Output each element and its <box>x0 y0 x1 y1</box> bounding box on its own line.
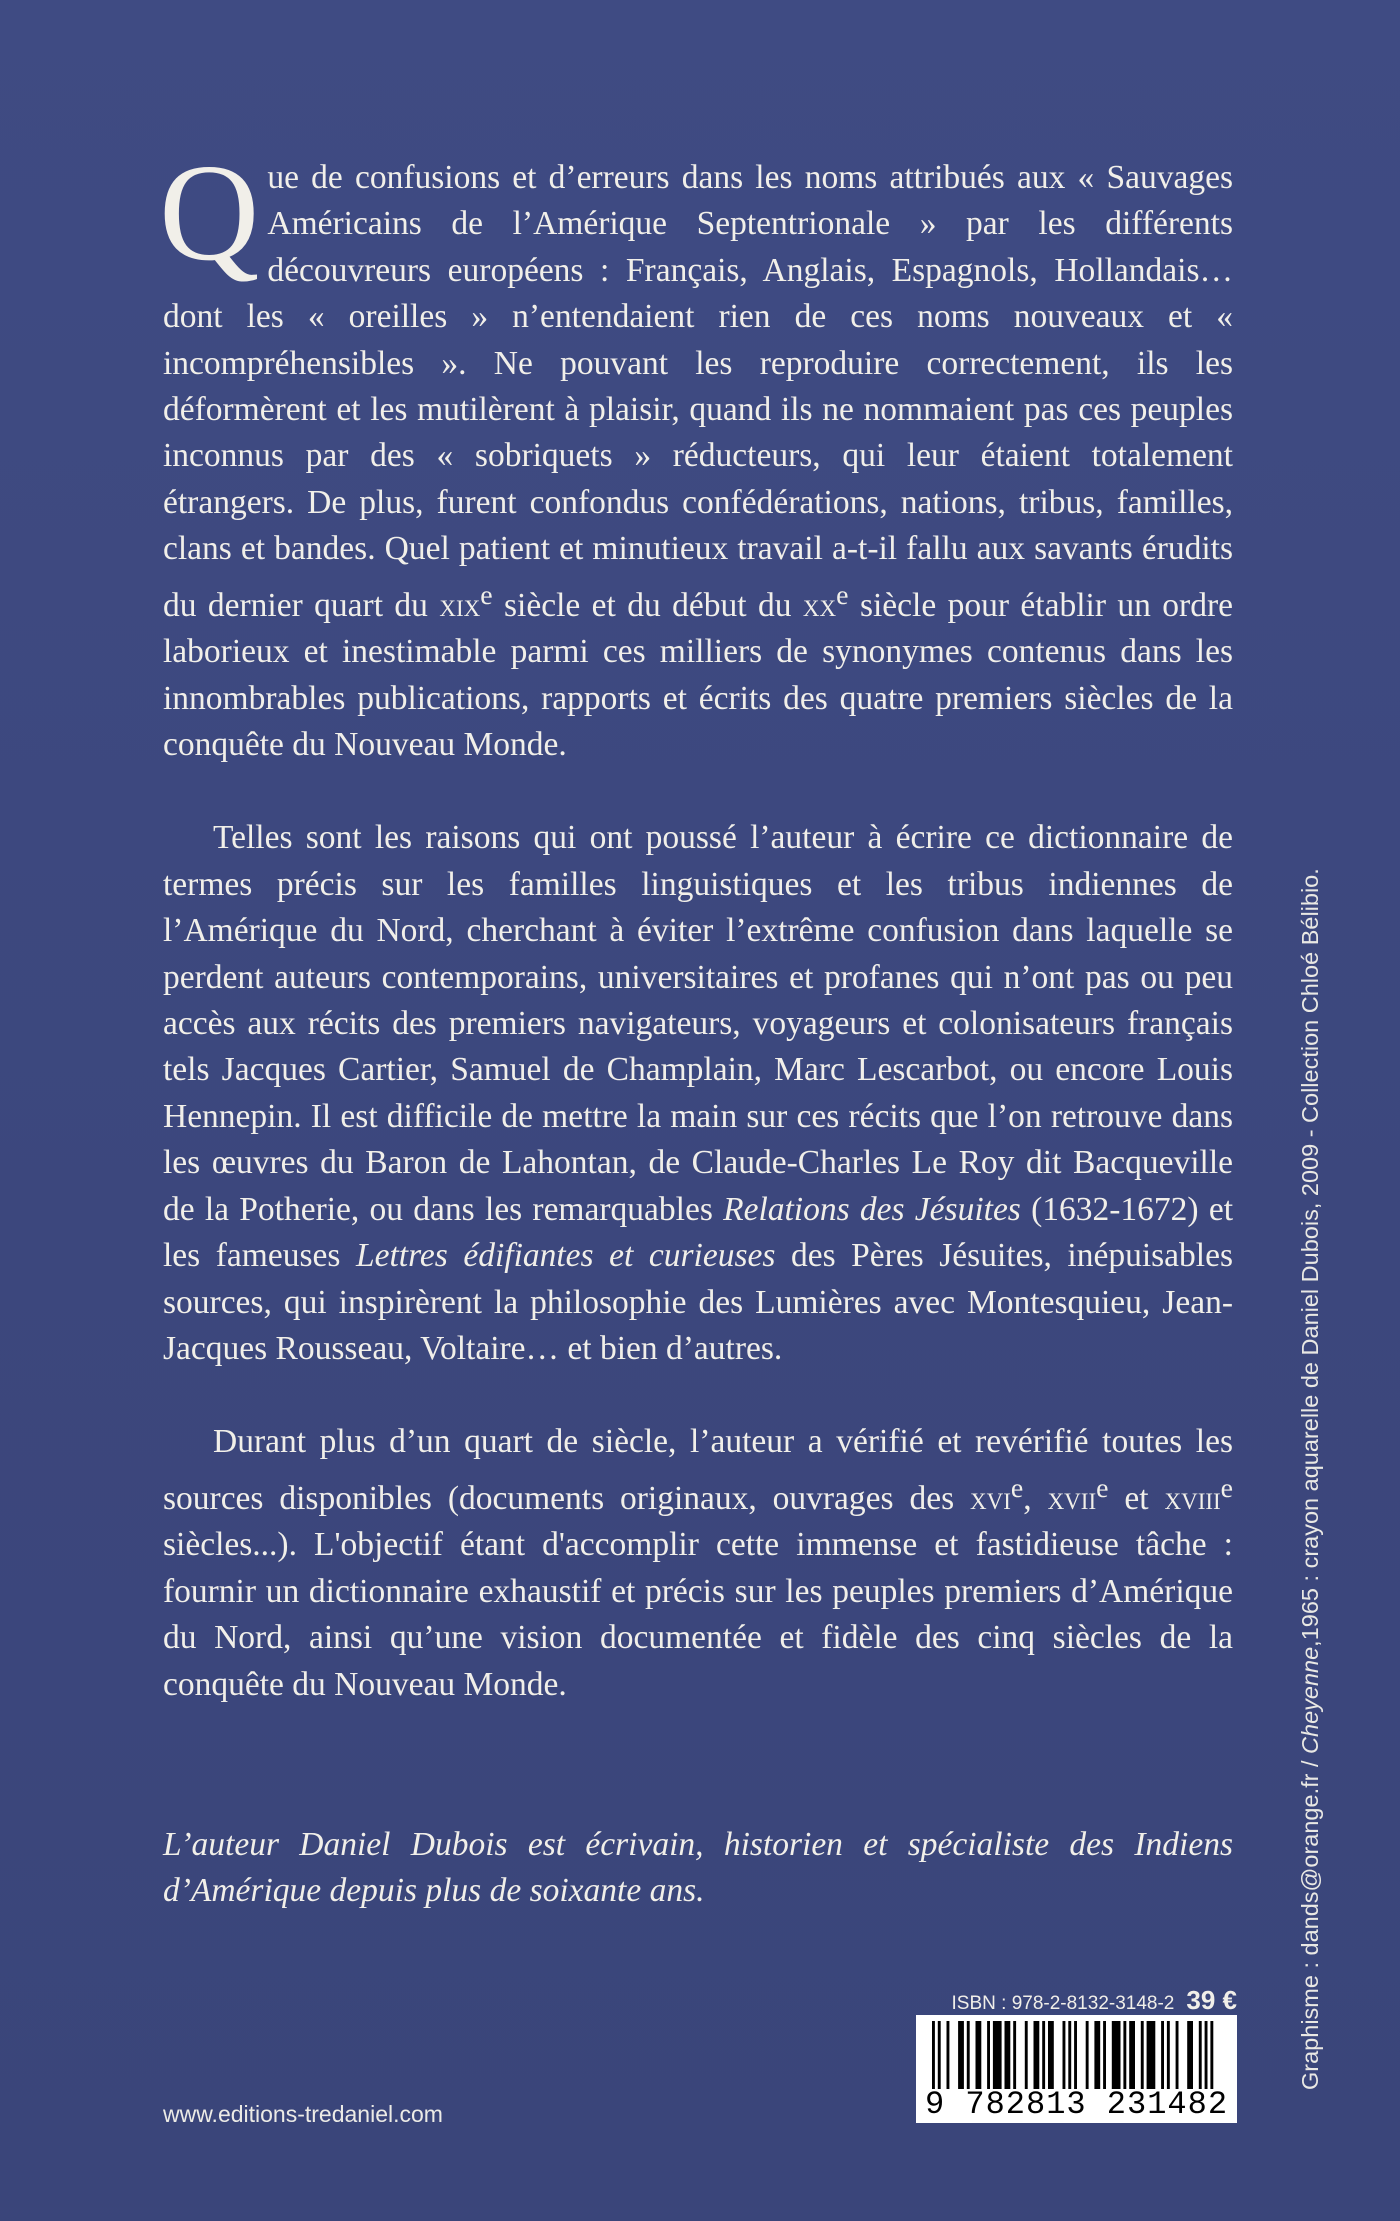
publisher-website[interactable]: www.editions-tredaniel.com <box>163 2101 443 2127</box>
book-title-lettres: Lettres édifiantes et curieuses <box>355 1237 776 1275</box>
credit-suffix: ,1965 : crayon aquarelle de Daniel Dubois, 2009 - Collection Chloé Bélibio. <box>1297 868 1323 1647</box>
design-credit <box>1297 868 1324 2090</box>
blurb-text <box>159 136 1234 1755</box>
century-16: xvi <box>970 1479 1011 1517</box>
isbn-price <box>921 1985 1237 2016</box>
paragraph-3-part-1: Durant plus d’un quart de siècle, l’auteur a vérifié et revérifié toutes les sources disponibles (documents originaux, ouvrages des <box>163 1423 1233 1517</box>
paragraph-2 <box>163 815 1233 1372</box>
century-18: xviii <box>1164 1479 1221 1517</box>
credit-prefix: Graphisme : dands@orange.fr / <box>1297 1753 1323 2090</box>
paragraph-3-part-2: siècles...). L'objectif étant d'accomplir cette immense et fastidieuse tâche : fournir un dictionnaire exhaustif et précis sur les peuples premiers d’Amérique du Nord, ainsi qu’une vision documentée et fidèle des cinq siècles de la conquête du Nouveau Monde. <box>163 1526 1233 1703</box>
barcode-digits: 9 782813 231482 <box>924 2086 1229 2123</box>
superscript-e: e <box>836 579 849 611</box>
barcode <box>916 2015 1237 2123</box>
artwork-title: Cheyenne <box>1297 1646 1323 1754</box>
paragraph-2-part-1: Telles sont les raisons qui ont poussé l’auteur à écrire ce dictionnaire de termes précis sur les familles linguistiques et les tribus indiennes de l’Amérique du Nord, cherchant à éviter l’extrême confusion dans laquelle se perdent auteurs contemporains, universitaires et profanes qui n’ont pas ou peu accès aux récits des premiers navigateurs, voyageurs et colonisateurs français tels Jacques Cartier, Samuel de Champlain, Marc Lescarbot, ou encore Louis Hennepin. Il est difficile de mettre la main sur ces récits que l’on retrouve dans les œuvres du Baron de Lahontan, de Claude-Charles Le Roy dit Bacqueville de la Potherie, ou dans les remarquables <box>163 819 1233 1228</box>
superscript-e: e <box>1096 1472 1109 1504</box>
century-20: xx <box>802 586 837 624</box>
paragraph-1-part-2: siècle et du début du <box>504 586 792 624</box>
drop-cap: Q <box>159 136 260 290</box>
comma: , <box>1023 1479 1032 1517</box>
century-17: xvii <box>1047 1479 1097 1517</box>
superscript-e: e <box>480 579 493 611</box>
paragraph-3 <box>163 1419 1233 1708</box>
century-19: xix <box>439 586 481 624</box>
isbn: ISBN : 978-2-8132-3148-2 <box>951 1993 1175 2014</box>
conjunction-et: et <box>1124 1479 1149 1517</box>
paragraph-1-part-1: ue de confusions et d’erreurs dans les noms attribués aux « Sauvages Américains de l’Amérique Septentrionale » par les différents découvreurs européens : Français, Anglais, Espagnols, Hollandais… dont les « oreilles » n’entendaient rien de ces noms nouveaux et « incompréhensibles ». Ne pouvant les reproduire correctement, ils les déformèrent et les mutilèrent à plaisir, quand ils ne nommaient pas ces peuples inconnus par des « sobriquets » réducteurs, qui leur étaient totalement étrangers. De plus, furent confondus confédérations, nations, tribus, familles, clans et bandes. Quel patient et minutieux travail a-t-il fallu aux savants érudits du dernier quart du <box>163 159 1233 624</box>
paragraph-2-part-2: (1632-1672) et les fameuses <box>163 1190 1234 1275</box>
paragraph-1-part-3: siècle pour établir un ordre laborieux et inestimable parmi ces milliers de synonymes contenus dans les innombrables publications, rapports et écrits des quatre premiers siècles de la conquête du Nouveau Monde. <box>163 586 1233 764</box>
price: 39 € <box>1186 1985 1237 2015</box>
paragraph-2-part-3: des Pères Jésuites, inépuisables sources, qui inspirèrent la philosophie des Lumières avec Montesquieu, Jean-Jacques Rousseau, Voltaire… et bien d’autres. <box>163 1237 1234 1367</box>
author-bio: L’auteur Daniel Dubois est écrivain, historien et spécialiste des Indiens d’Amérique depuis plus de soixante ans. <box>163 1826 1233 1910</box>
superscript-e: e <box>1220 1472 1234 1504</box>
superscript-e: e <box>1010 1472 1024 1504</box>
paragraph-1 <box>159 136 1233 768</box>
book-title-relations: Relations des Jésuites <box>723 1190 1021 1228</box>
